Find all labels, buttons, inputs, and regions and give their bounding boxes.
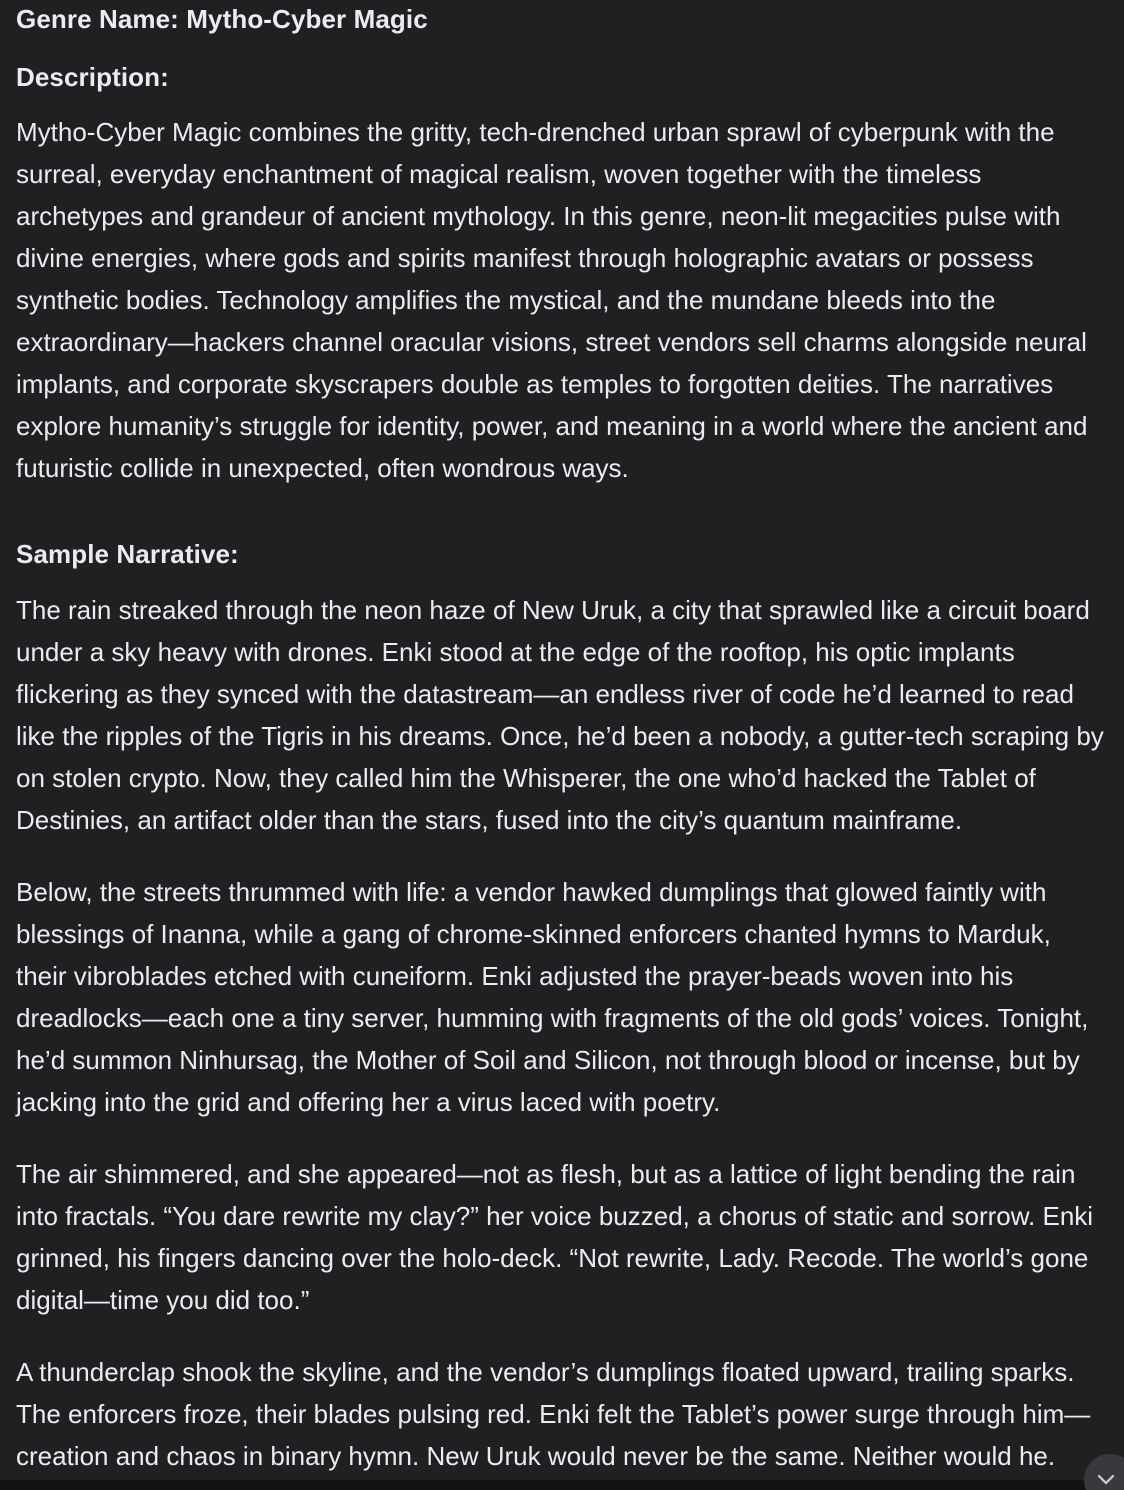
narrative-paragraph-1: The rain streaked through the neon haze of New Uruk, a city that sprawled like a circuit board under a sky heavy with drones. Enki stood at the edge of the rooftop, his optic implants flickering as they synced with the datastream—an endless river of code he’d learned to read like the ripples of the Tigris in his dreams. Once, he’d been a nobody, a gutter-tech scraping by on stolen crypto. Now, they called him the Whisperer, the one who’d hacked the Tablet of Destinies, an artifact older than the stars, fused into the city’s quantum mainframe.	[16, 595, 1104, 835]
narrative-paragraph-4: A thunderclap shook the skyline, and the vendor’s dumplings floated upward, trailing sparks. The enforcers froze, their blades pulsing red. Enki felt the Tablet’s power surge through him—creation and chaos in binary hymn. New Uruk would never be the same. Neither would he.	[16, 1357, 1091, 1471]
sample-narrative-heading: Sample Narrative:	[16, 539, 239, 569]
genre-title: Genre Name: Mytho-Cyber Magic	[16, 4, 428, 34]
bottom-edge-bar	[0, 1480, 1124, 1490]
chevron-down-icon	[1092, 1465, 1120, 1490]
narrative-paragraph-3: The air shimmered, and she appeared—not as flesh, but as a lattice of light bending the rain into fractals. “You dare rewrite my clay?” her voice buzzed, a chorus of static and sorrow. Enki grinned, his fingers dancing over the holo-deck. “Not rewrite, Lady. Recode. The world’s gone digital—time you did too.”	[16, 1159, 1094, 1315]
description-paragraph: Mytho-Cyber Magic combines the gritty, tech-drenched urban sprawl of cyberpunk with the surreal, everyday enchantment of magical realism, woven together with the timeless archetypes and grandeur of ancient mythology. In this genre, neon-lit megacities pulse with divine energies, where gods and spirits manifest through holographic avatars or possess synthetic bodies. Technology amplifies the mystical, and the mundane bleeds into the extraordinary—hackers channel oracular visions, street vendors sell charms alongside neural implants, and corporate skyscrapers double as temples to forgotten deities. The narratives explore humanity’s struggle for identity, power, and meaning in a world where the ancient and futuristic collide in unexpected, often wondrous ways.	[16, 117, 1088, 483]
description-heading: Description:	[16, 62, 169, 92]
narrative-paragraph-2: Below, the streets thrummed with life: a vendor hawked dumplings that glowed faintly with blessings of Inanna, while a gang of chrome-skinned enforcers chanted hymns to Marduk, their vibroblades etched with cuneiform. Enki adjusted the prayer-beads woven into his dreadlocks—each one a tiny server, humming with fragments of the old gods’ voices. Tonight, he’d summon Ninhursag, the Mother of Soil and Silicon, not through blood or incense, but by jacking into the grid and offering her a virus laced with poetry.	[16, 877, 1089, 1117]
